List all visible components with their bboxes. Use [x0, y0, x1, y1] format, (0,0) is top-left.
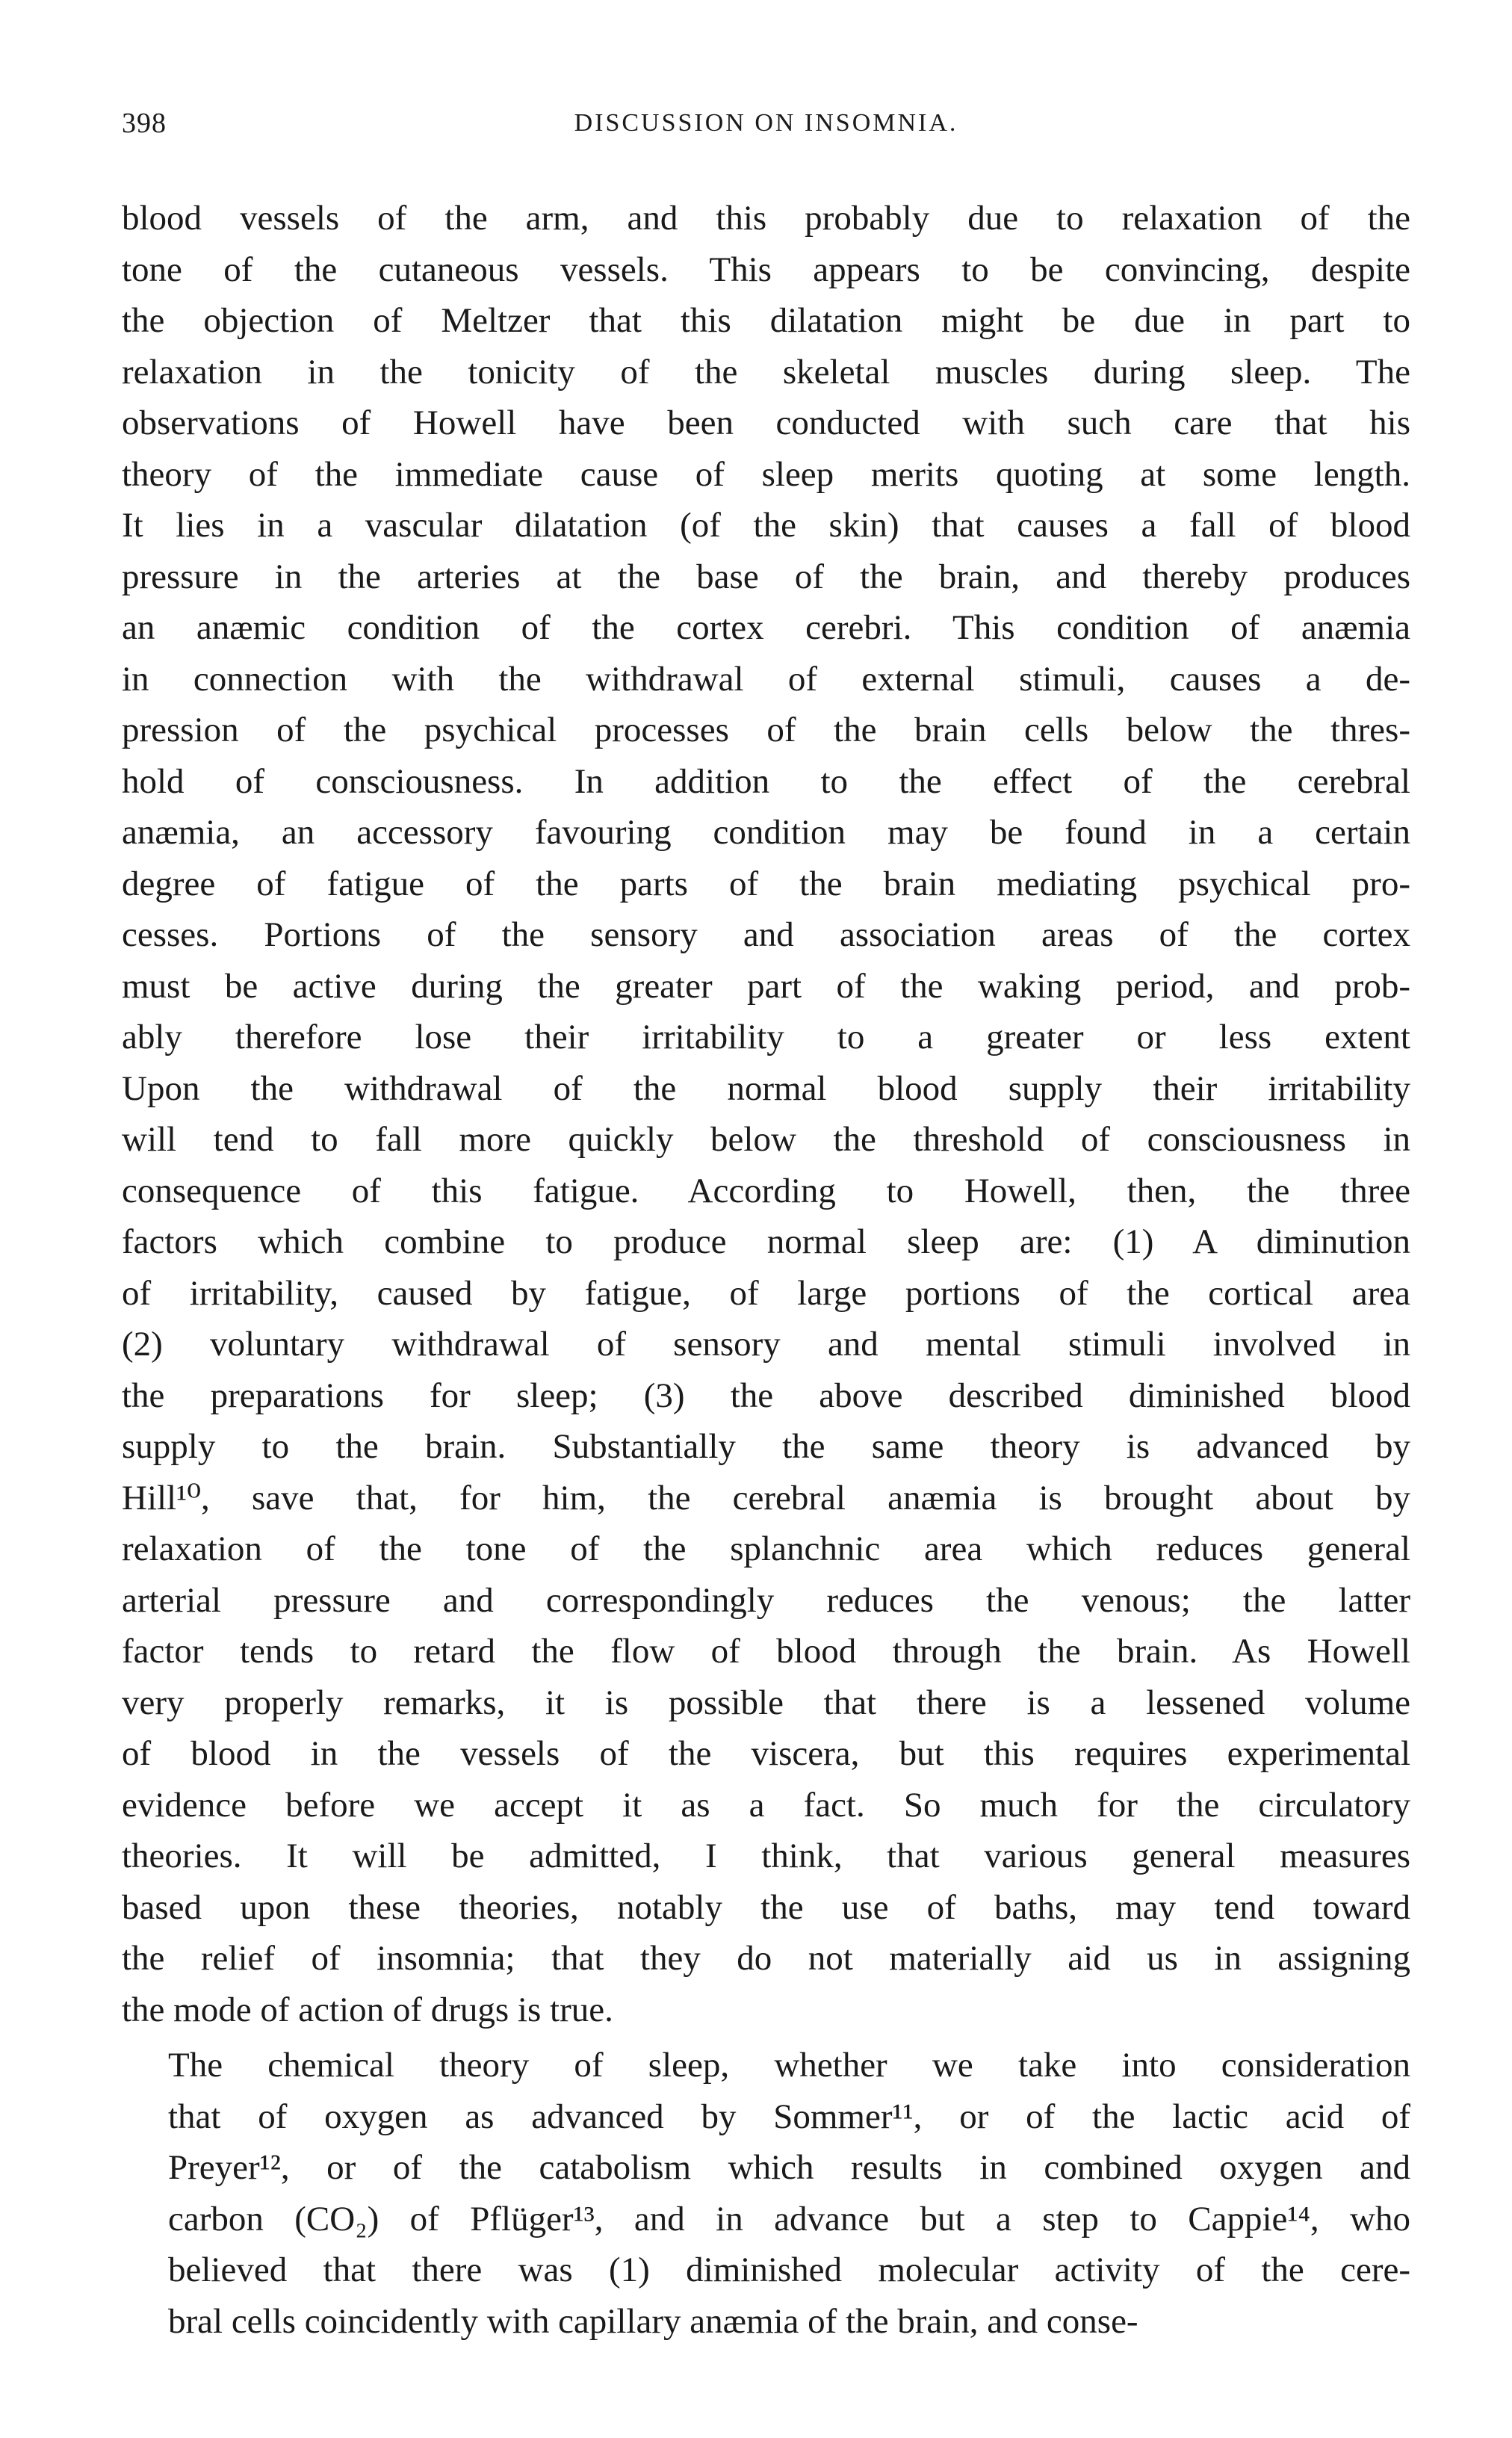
- text-line: Hill¹⁰, save that, for him, the cerebral anæmia is brought about by: [122, 1478, 1410, 1517]
- paragraph-chemical-theory: [122, 2040, 1410, 2347]
- paragraph-circulatory-theories: [122, 193, 1410, 2035]
- text-line: relaxation in the tonicity of the skeletal muscles during sleep. The: [122, 352, 1410, 392]
- text-line: the relief of insomnia; that they do not materially aid us in assigning: [122, 1939, 1410, 1978]
- text-line: carbon (CO₂) of Pflüger¹³, and in advance but a step to Cappie¹⁴, who: [168, 2199, 1410, 2239]
- text-line: bral cells coincidently with capillary anæmia of the brain, and conse-: [168, 2301, 1138, 2341]
- text-line: It lies in a vascular dilatation (of the skin) that causes a fall of blood: [122, 506, 1410, 545]
- text-line: degree of fatigue of the parts of the brain mediating psychical pro-: [122, 864, 1410, 903]
- text-line: factors which combine to produce normal sleep are: (1) A diminution: [122, 1222, 1410, 1261]
- text-line: very properly remarks, it is possible that there is a lessened volume: [122, 1683, 1410, 1722]
- book-page: [122, 97, 1410, 2347]
- text-line: Preyer¹², or of the catabolism which results in combined oxygen and: [168, 2148, 1410, 2187]
- text-line: blood vessels of the arm, and this probably due to relaxation of the: [122, 199, 1410, 238]
- text-line: pression of the psychical processes of the brain cells below the thres-: [122, 711, 1410, 749]
- text-line: based upon these theories, notably the use of baths, may tend toward: [122, 1887, 1410, 1927]
- text-line: relaxation of the tone of the splanchnic area which reduces general: [122, 1529, 1410, 1568]
- text-line: hold of consciousness. In addition to the effect of the cerebral: [122, 761, 1410, 801]
- text-line: anæmia, an accessory favouring condition may be found in a certain: [122, 813, 1410, 852]
- text-line: evidence before we accept it as a fact. So much for the circulatory: [122, 1785, 1410, 1825]
- running-head: [122, 97, 1410, 149]
- text-line: an anæmic condition of the cortex cerebri. This condition of anæmia: [122, 608, 1410, 647]
- body-text: [122, 193, 1410, 2347]
- text-line: supply to the brain. Substantially the same theory is advanced by: [122, 1427, 1410, 1466]
- text-line: theories. It will be admitted, I think, that various general measures: [122, 1837, 1410, 1875]
- text-line: the objection of Meltzer that this dilatation might be due in part to: [122, 301, 1410, 340]
- text-line: in connection with the withdrawal of external stimuli, causes a de-: [122, 659, 1410, 699]
- text-line: ably therefore lose their irritability to a greater or less extent: [122, 1018, 1410, 1056]
- text-line: arterial pressure and correspondingly reduces the venous; the latter: [122, 1580, 1410, 1620]
- text-line: cesses. Portions of the sensory and association areas of the cortex: [122, 915, 1410, 954]
- text-line: will tend to fall more quickly below the threshold of consciousness in: [122, 1120, 1410, 1159]
- text-line: believed that there was (1) diminished molecular activity of the cere-: [168, 2250, 1410, 2289]
- text-line: theory of the immediate cause of sleep merits quoting at some length.: [122, 454, 1410, 494]
- text-line: that of oxygen as advanced by Sommer¹¹, or of the lactic acid of: [168, 2097, 1410, 2136]
- text-line: the preparations for sleep; (3) the above described diminished blood: [122, 1376, 1410, 1415]
- text-line: The chemical theory of sleep, whether we take into consideration: [168, 2046, 1410, 2085]
- text-line: tone of the cutaneous vessels. This appears to be convincing, despite: [122, 250, 1410, 289]
- text-line: of blood in the vessels of the viscera, but this requires experimental: [122, 1734, 1410, 1773]
- running-title: DISCUSSION ON INSOMNIA.: [574, 109, 958, 137]
- text-line: Upon the withdrawal of the normal blood supply their irritability: [122, 1068, 1410, 1108]
- text-line: factor tends to retard the flow of blood through the brain. As Howell: [122, 1632, 1410, 1671]
- text-line: the mode of action of drugs is true.: [122, 1990, 613, 2029]
- text-line: (2) voluntary withdrawal of sensory and mental stimuli involved in: [122, 1325, 1410, 1364]
- text-line: of irritability, caused by fatigue, of large portions of the cortical area: [122, 1273, 1410, 1313]
- text-line: pressure in the arteries at the base of the brain, and thereby produces: [122, 557, 1410, 596]
- text-line: observations of Howell have been conducted with such care that his: [122, 403, 1410, 442]
- text-line: consequence of this fatigue. According to Howell, then, the three: [122, 1171, 1410, 1210]
- page-number: 398: [122, 108, 167, 139]
- text-line: must be active during the greater part of the waking period, and prob-: [122, 966, 1410, 1006]
